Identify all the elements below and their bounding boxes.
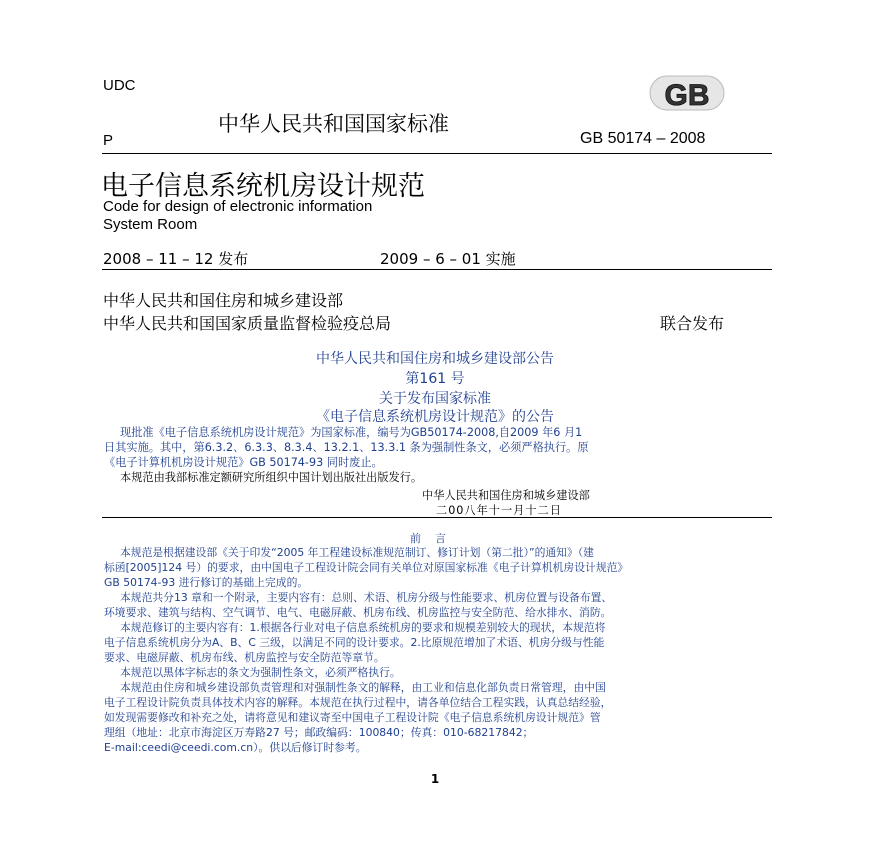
foreword-line: 本规范由住房和城乡建设部负责管理和对强制性条文的解释，由工业和信息化部负责日常管理，由中国 [120, 681, 606, 694]
divider-foreword [102, 517, 772, 518]
foreword-line: 要求、电磁屏蔽、机房布线、机房监控与安全防范等章节。 [104, 651, 385, 664]
announcement-body-line: 日其实施。其中，第6.3.2、6.3.3、8.3.4、13.2.1、13.3.1 条为强制性条文，必须严格执行。原 [104, 441, 589, 454]
gb-logo-icon [648, 72, 726, 114]
foreword-line: 如发现需要修改和补充之处，请将意见和建议寄至中国电子工程设计院《电子信息系统机房设计规范》管 [104, 711, 601, 724]
gb-logo-text: GB [664, 79, 710, 112]
announcement-title: 中华人民共和国住房和城乡建设部公告 [316, 351, 554, 367]
divider-top [102, 153, 772, 154]
announcement-signer: 中华人民共和国住房和城乡建设部 [422, 489, 590, 502]
foreword-line: 本规范共分13 章和一个附录，主要内容有：总则、术语、机房分级与性能要求、机房位置与设备布置、 [120, 591, 613, 604]
udc-label: UDC [103, 77, 136, 94]
gb-number: GB 50174 – 2008 [580, 130, 706, 147]
document-title-en-line1: Code for design of electronic information [103, 198, 373, 215]
announcement-body-line: 《电子计算机机房设计规范》GB 50174-93 同时废止。 [104, 456, 383, 469]
foreword-line: 本规范是根据建设部《关于印发“2005 年工程建设标准规范制订、修订计划（第二批）”的通知》（建 [120, 546, 594, 559]
foreword-line: 本规范修订的主要内容有：1.根据各行业对电子信息系统机房的要求和规模差别较大的现状，本规范将 [120, 621, 606, 634]
divider-dates [102, 269, 772, 270]
foreword-line: GB 50174-93 进行修订的基础上完成的。 [104, 576, 309, 589]
foreword-line: 本规范以黑体字标志的条文为强制性条文，必须严格执行。 [120, 666, 401, 679]
announcement-body-line: 现批准《电子信息系统机房设计规范》为国家标准，编号为GB50174-2008,自2009 年6 月1 [120, 426, 583, 439]
foreword-line: E-mail:ceedi@ceedi.com.cn）。供以后修订时参考。 [104, 741, 367, 754]
announcement-date: 二00八年十一月十二日 [436, 504, 562, 517]
issue-date: 2008 – 11 – 12 发布 [103, 250, 249, 268]
announcement-subtitle: 关于发布国家标准 [379, 391, 491, 407]
p-code: P [103, 132, 114, 149]
announcement-subtitle-2: 《电子信息系统机房设计规范》的公告 [316, 409, 554, 425]
document-title-en-line2: System Room [103, 216, 198, 233]
foreword-line: 电子信息系统机房分为A、B、C 三级，以满足不同的设计要求。2.比原规范增加了术语、机房分级与性能 [104, 636, 605, 649]
foreword-line: 电子工程设计院负责具体技术内容的解释。本规范在执行过程中，请各单位结合工程实践，认真总结经验， [104, 696, 612, 709]
national-standard-title: 中华人民共和国国家标准 [218, 112, 449, 136]
document-title-cn: 电子信息系统机房设计规范 [101, 171, 425, 202]
publisher-1: 中华人民共和国住房和城乡建设部 [103, 291, 344, 310]
announcement-number: 第161 号 [405, 371, 465, 387]
publisher-2: 中华人民共和国国家质量监督检验疫总局 [103, 314, 392, 333]
foreword-heading: 前言 [410, 532, 460, 545]
announcement-body-line: 本规范由我部标准定额研究所组织中国计划出版社出版发行。 [120, 471, 423, 484]
gb-logo [648, 72, 726, 114]
joint-issue: 联合发布 [660, 314, 725, 333]
implement-date: 2009 – 6 – 01 实施 [380, 250, 516, 268]
foreword-line: 标函[2005]124 号）的要求，由中国电子工程设计院会同有关单位对原国家标准《电子计算机机房设计规范》 [104, 561, 629, 574]
page-number: 1 [430, 772, 440, 786]
foreword-line: 理组（地址：北京市海淀区万寿路27 号；邮政编码：100840；传真：010-68217842； [104, 726, 534, 739]
foreword-line: 环境要求、建筑与结构、空气调节、电气、电磁屏蔽、机房布线、机房监控与安全防范、给水排水、消防。 [104, 606, 612, 619]
